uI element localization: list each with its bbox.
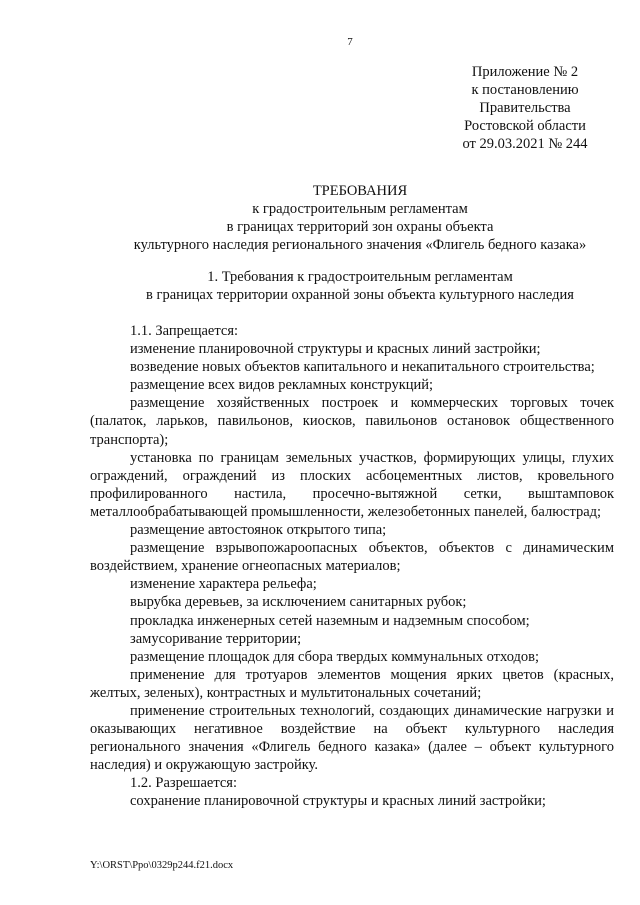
appendix-line: от 29.03.2021 № 244 (462, 136, 588, 152)
list-item: применение строительных технологий, создающих динамические нагрузки и оказывающих негативное воздействие на объект культурного наследия регионального значения «Флигель бедного казака» (далее – объект культурного наследия) и окружающую застройку. (90, 702, 614, 774)
subsection-heading: 1.1. Запрещается: (130, 323, 239, 339)
file-path-footer: Y:\ORST\Ppo\0329p244.f21.docx (90, 860, 234, 871)
title-line: культурного наследия регионального значения «Флигель бедного казака» (133, 237, 587, 253)
list-item: применение для тротуаров элементов мощения ярких цветов (красных, желтых, зеленых), контрастных и мультитональных сочетаний; (90, 666, 614, 701)
list-item: замусоривание территории; (130, 630, 302, 647)
list-item: сохранение планировочной структуры и красных линий застройки; (130, 793, 546, 810)
body-text (90, 322, 614, 811)
subsection-heading: 1.2. Разрешается: (130, 775, 237, 792)
title-line: в границах территорий зон охраны объекта (226, 219, 494, 235)
list-item: изменение характера рельефа; (130, 576, 317, 593)
document-title (80, 182, 640, 254)
list-item: размещение хозяйственных построек и коммерческих торговых точек (палаток, ларьков, павильонов, киосков, павильонов остановок общественного транспорта); (90, 395, 614, 448)
title-heading: ТРЕБОВАНИЯ (312, 183, 408, 199)
appendix-line: Правительства (479, 100, 571, 116)
list-item: размещение всех видов рекламных конструкций; (130, 377, 434, 394)
list-item: размещение площадок для сбора твердых коммунальных отходов; (130, 648, 540, 665)
list-item: прокладка инженерных сетей наземным и надземным способом; (130, 612, 530, 629)
list-item: размещение взрывопожароопасных объектов, объектов с динамическим воздействием, хранение огнеопасных материалов; (90, 540, 614, 575)
appendix-block (435, 63, 615, 153)
section-heading-line: 1. Требования к градостроительным регламентам (207, 269, 513, 285)
list-item: возведение новых объектов капитального и некапитального строительства; (130, 359, 595, 376)
page-number: 7 (347, 36, 353, 48)
list-item: установка по границам земельных участков, формирующих улицы, глухих ограждений, ограждений из плоских асбоцементных листов, кровельного профилированного настила, просечно-вытяжной сетки, выштамповок металлообрабатывающей промышленности, железобетонных панелей, балюстрад; (90, 449, 614, 520)
appendix-line: к постановлению (471, 82, 579, 98)
section-heading-line: в границах территории охранной зоны объекта культурного наследия (146, 287, 574, 303)
list-item: вырубка деревьев, за исключением санитарных рубок; (130, 594, 467, 611)
section-heading (80, 268, 640, 304)
appendix-line: Приложение № 2 (471, 64, 579, 80)
list-item: размещение автостоянок открытого типа; (130, 522, 387, 539)
title-line: к градостроительным регламентам (252, 201, 468, 217)
list-item: изменение планировочной структуры и красных линий застройки; (130, 341, 541, 358)
appendix-line: Ростовской области (464, 118, 586, 134)
